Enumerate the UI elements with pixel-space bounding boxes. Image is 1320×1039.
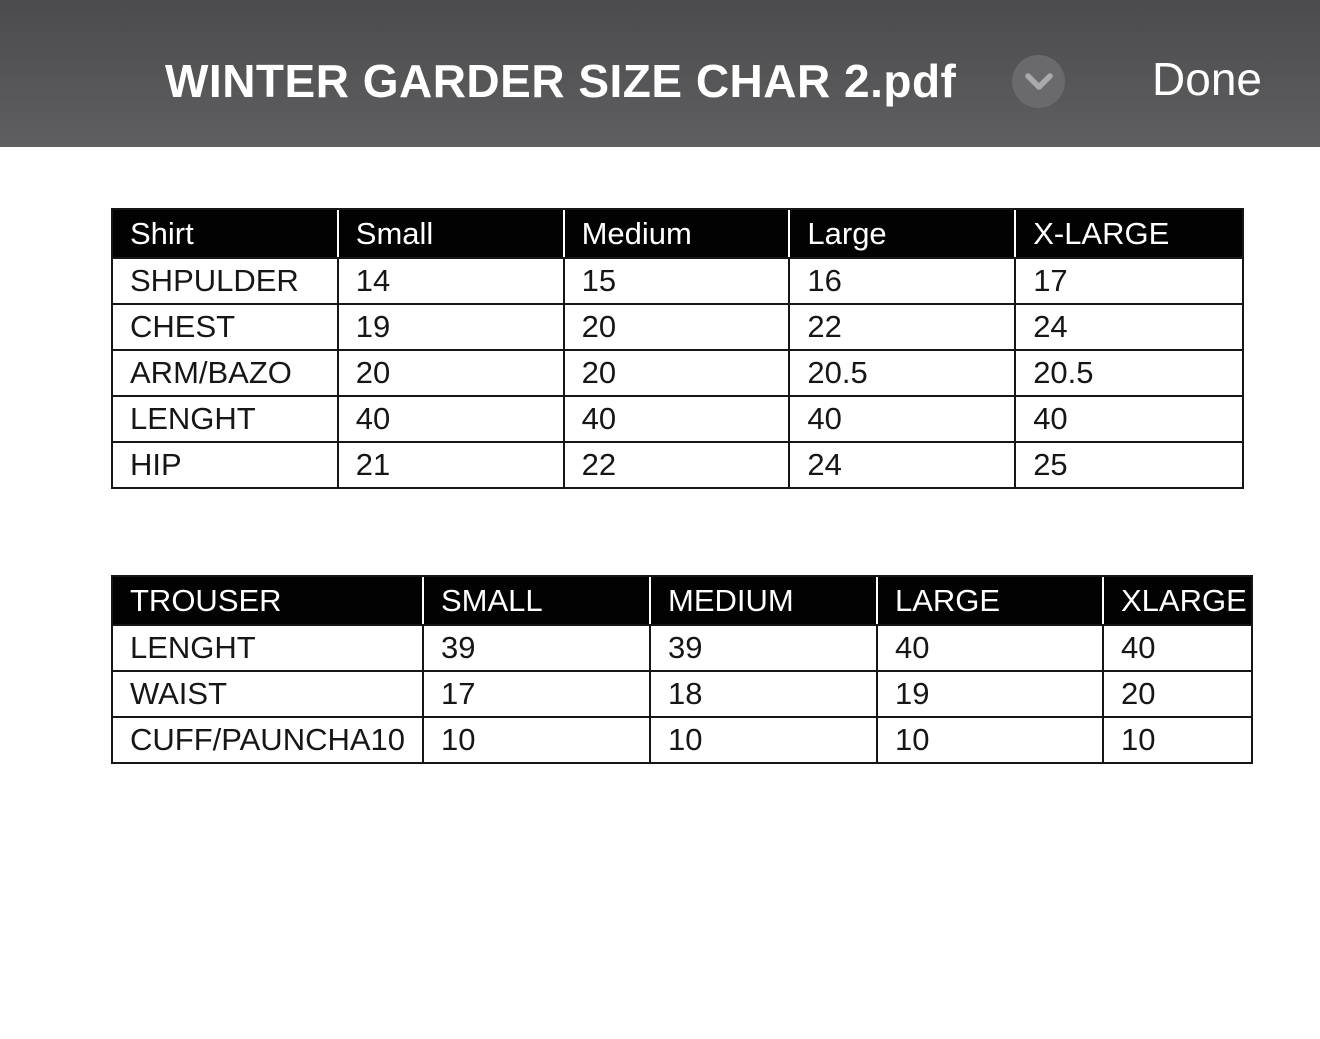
trouser-row-label: CUFF/PAUNCHA10 [113, 716, 424, 762]
shirt-cell: 40 [565, 395, 791, 441]
trouser-size-table [111, 575, 1253, 764]
trouser-cell: 40 [878, 624, 1104, 670]
trouser-header-large: LARGE [878, 577, 1104, 624]
shirt-header-small: Small [339, 210, 565, 257]
trouser-cell: 19 [878, 670, 1104, 716]
trouser-header-trouser: TROUSER [113, 577, 424, 624]
shirt-cell: 20 [339, 349, 565, 395]
done-button[interactable]: Done [1152, 53, 1262, 105]
shirt-row-label: HIP [113, 441, 339, 487]
shirt-cell: 16 [790, 257, 1016, 303]
shirt-cell: 15 [565, 257, 791, 303]
shirt-header-medium: Medium [565, 210, 791, 257]
shirt-cell: 24 [790, 441, 1016, 487]
trouser-header-medium: MEDIUM [651, 577, 878, 624]
chevron-down-icon [1025, 73, 1053, 91]
shirt-cell: 20.5 [790, 349, 1016, 395]
shirt-cell: 22 [790, 303, 1016, 349]
shirt-cell: 19 [339, 303, 565, 349]
shirt-cell: 25 [1016, 441, 1242, 487]
table-row [113, 349, 1242, 395]
shirt-cell: 20.5 [1016, 349, 1242, 395]
table-row [113, 670, 1251, 716]
trouser-cell: 10 [878, 716, 1104, 762]
shirt-row-label: ARM/BAZO [113, 349, 339, 395]
trouser-row-label: LENGHT [113, 624, 424, 670]
document-title: WINTER GARDER SIZE CHAR 2.pdf [165, 55, 957, 107]
shirt-cell: 21 [339, 441, 565, 487]
trouser-header-small: SMALL [424, 577, 651, 624]
shirt-header-large: Large [790, 210, 1016, 257]
shirt-size-table [111, 208, 1244, 489]
shirt-header-xlarge: X-LARGE [1016, 210, 1242, 257]
shirt-table-header-row [113, 210, 1242, 257]
shirt-cell: 20 [565, 349, 791, 395]
trouser-cell: 18 [651, 670, 878, 716]
shirt-cell: 17 [1016, 257, 1242, 303]
shirt-cell: 22 [565, 441, 791, 487]
trouser-cell: 10 [424, 716, 651, 762]
table-row [113, 395, 1242, 441]
shirt-cell: 24 [1016, 303, 1242, 349]
trouser-cell: 39 [651, 624, 878, 670]
table-row [113, 441, 1242, 487]
trouser-cell: 10 [651, 716, 878, 762]
shirt-header-shirt: Shirt [113, 210, 339, 257]
trouser-cell: 39 [424, 624, 651, 670]
pdf-page [0, 147, 1320, 1039]
trouser-cell: 40 [1104, 624, 1251, 670]
shirt-cell: 40 [339, 395, 565, 441]
table-row [113, 716, 1251, 762]
trouser-row-label: WAIST [113, 670, 424, 716]
shirt-cell: 14 [339, 257, 565, 303]
trouser-cell: 20 [1104, 670, 1251, 716]
shirt-cell: 40 [1016, 395, 1242, 441]
shirt-row-label: SHPULDER [113, 257, 339, 303]
titlebar [0, 0, 1320, 147]
title-dropdown-button[interactable] [1012, 55, 1065, 108]
shirt-row-label: LENGHT [113, 395, 339, 441]
shirt-row-label: CHEST [113, 303, 339, 349]
shirt-cell: 20 [565, 303, 791, 349]
shirt-cell: 40 [790, 395, 1016, 441]
trouser-cell: 10 [1104, 716, 1251, 762]
trouser-header-xlarge: XLARGE [1104, 577, 1251, 624]
trouser-cell: 17 [424, 670, 651, 716]
trouser-table-header-row [113, 577, 1251, 624]
table-row [113, 624, 1251, 670]
table-row [113, 257, 1242, 303]
table-row [113, 303, 1242, 349]
